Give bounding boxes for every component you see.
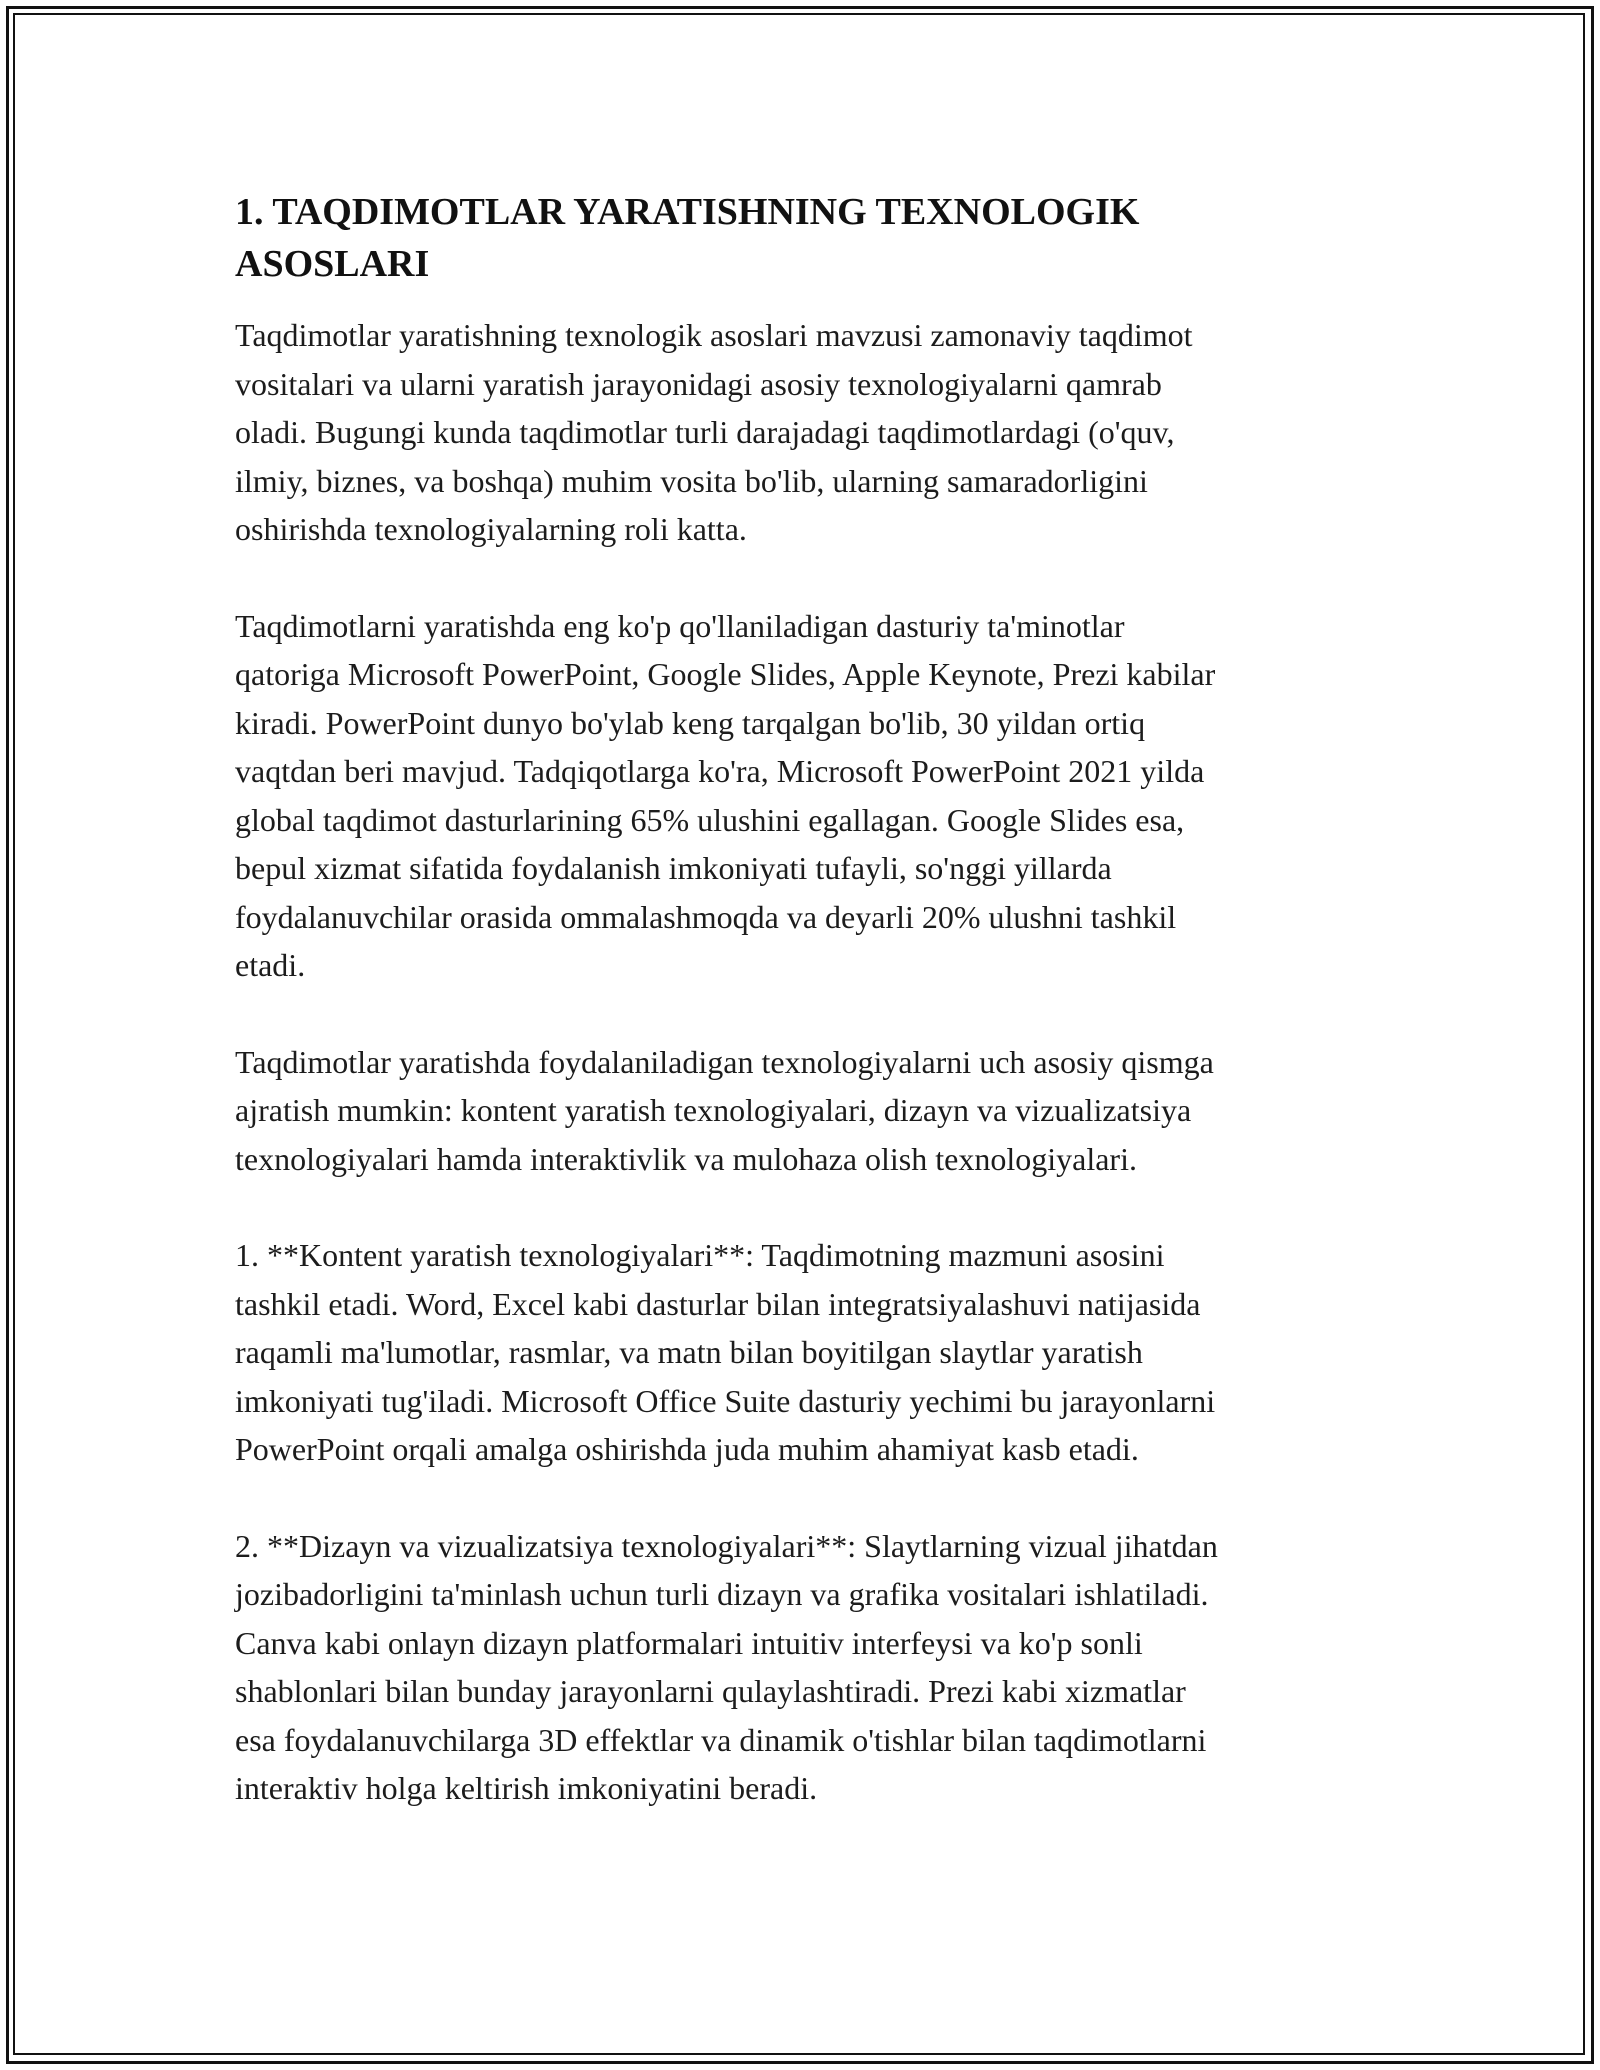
paragraph-content-technologies	[235, 1231, 1395, 1474]
paragraph-software	[235, 602, 1395, 990]
paragraph-intro	[235, 311, 1395, 554]
text-line: ilmiy, biznes, va boshqa) muhim vosita bo'lib, ularning samaradorligini	[235, 462, 1148, 499]
text-line: etadi.	[235, 947, 306, 983]
text-line: qatoriga Microsoft PowerPoint, Google Slides, Apple Keynote, Prezi kabilar	[235, 656, 1216, 692]
text-line: jozibadorligini ta'minlash uchun turli dizayn va grafika vositalari ishlatiladi.	[235, 1576, 1209, 1612]
text-line: PowerPoint orqali amalga oshirishda juda muhim ahamiyat kasb etadi.	[235, 1431, 1139, 1467]
text-line: Taqdimotlar yaratishda foydalaniladigan texnologiyalarni uch asosiy qismga	[235, 1043, 1214, 1080]
text-line: oladi. Bugungi kunda taqdimotlar turli darajadagi taqdimotlardagi (o'quv,	[235, 414, 1175, 450]
text-line: esa foydalanuvchilarga 3D effektlar va dinamik o'tishlar bilan taqdimotlarni	[235, 1721, 1207, 1758]
text-line: Canva kabi onlayn dizayn platformalari intuitiv interfeysi va ko'p sonli	[235, 1624, 1143, 1661]
text-line: Taqdimotlarni yaratishda eng ko'p qo'llaniladigan dasturiy ta'minotlar	[235, 607, 1125, 644]
text-line: Taqdimotlar yaratishning texnologik asoslari mavzusi zamonaviy taqdimot	[235, 317, 1193, 353]
heading-line: 1. TAQDIMOTLAR YARATISHNING TEXNOLOGIK	[235, 191, 1140, 233]
text-line: global taqdimot dasturlarining 65% ulushini egallagan. Google Slides esa,	[235, 801, 1185, 838]
heading-line: ASOSLARI	[235, 243, 430, 285]
text-line: 1. **Kontent yaratish texnologiyalari**: Taqdimotning mazmuni asosini	[235, 1237, 1165, 1273]
text-line: foydalanuvchilar orasida ommalashmoqda va deyarli 20% ulushni tashkil	[235, 898, 1177, 935]
text-line: oshirishda texnologiyalarning roli katta.	[235, 511, 747, 547]
text-line: bepul xizmat sifatida foydalanish imkoniyati tufayli, so'nggi yillarda	[235, 850, 1112, 886]
paragraph-technology-parts	[235, 1038, 1395, 1184]
text-line: imkoniyati tug'iladi. Microsoft Office Suite dasturiy yechimi bu jarayonlarni	[235, 1382, 1216, 1419]
text-line: tashkil etadi. Word, Excel kabi dasturlar bilan integratsiyalashuvi natijasida	[235, 1285, 1201, 1322]
document-body	[235, 186, 1395, 1861]
text-line: 2. **Dizayn va vizualizatsiya texnologiyalari**: Slaytlarning vizual jihatdan	[235, 1527, 1218, 1564]
text-line: vaqtdan beri mavjud. Tadqiqotlarga ko'ra, Microsoft PowerPoint 2021 yilda	[235, 753, 1205, 789]
text-line: texnologiyalari hamda interaktivlik va mulohaza olish texnologiyalari.	[235, 1140, 1137, 1177]
text-line: vositalari va ularni yaratish jarayonidagi asosiy texnologiyalarni qamrab	[235, 365, 1162, 402]
text-line: kiradi. PowerPoint dunyo bo'ylab keng tarqalgan bo'lib, 30 yildan ortiq	[235, 704, 1146, 741]
paragraph-design-technologies	[235, 1522, 1395, 1813]
text-line: shablonlari bilan bunday jarayonlarni qulaylashtiradi. Prezi kabi xizmatlar	[235, 1673, 1186, 1709]
text-line: raqamli ma'lumotlar, rasmlar, va matn bilan boyitilgan slaytlar yaratish	[235, 1334, 1143, 1370]
text-line: ajratish mumkin: kontent yaratish texnologiyalari, dizayn va vizualizatsiya	[235, 1092, 1192, 1128]
section-heading	[235, 186, 1395, 290]
text-line: interaktiv holga keltirish imkoniyatini beradi.	[235, 1770, 818, 1806]
